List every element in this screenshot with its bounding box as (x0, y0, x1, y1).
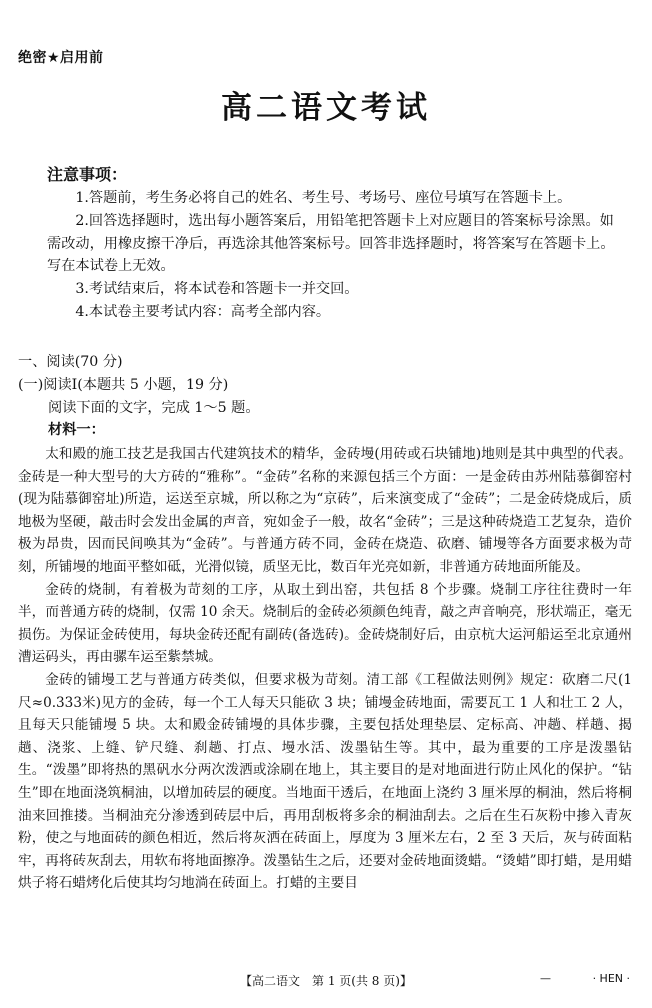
passage-paragraph: 金砖的烧制，有着极为苛刻的工序，从取土到出窑，共包括 8 个步骤。烧制工序往往费时一年半，而普通方砖的烧制，仅需 10 余天。烧制后的金砖必须颜色纯青，敲之声音响亮，形状端正，毫无损伤。为保证金砖使用，每块金砖还配有副砖(备选砖)。金砖烧制好后，由京杭大运河船运至北京通州漕运码头，再由骡车运至紫禁城。 (18, 581, 632, 666)
passage-paragraph: 金砖的铺墁工艺与普通方砖类似，但要求极为苛刻。清工部《工程做法则例》规定：砍磨二尺(1 尺≈0.333米)见方的金砖，每一个工人每天只能砍 3 块；铺墁金砖地面，需要瓦工 1 人和壮工 2 人，且每天只能铺墁 5 块。太和殿金砖铺墁的具体步骤，主要包括处理垫层、定标高、冲趟、样趟、揭趟、浇浆、上缝、铲尺缝、刹趟、打点、墁水活、泼墨钻生等。其中，最为重要的工序是泼墨钻生。“泼墨”即将热的黑矾水分两次泼洒或涂刷在地上，其主要目的是对地面进行防止风化的保护。“钻生”即在地面浇筑桐油，以增加砖层的硬度。当地面干透后，在地面上浇约 3 厘米厚的桐油，然后将桐油来回推搂。当桐油充分渗透到砖层中后，再用刮板将多余的桐油刮去。之后在生石灰粉中掺入青灰粉，使之与地面砖的颜色相近，然后将灰洒在砖面上，厚度为 3 厘米左右，2 至 3 天后，灰与砖面粘牢，再将砖灰刮去，用软布将地面擦净。泼墨钻生之后，还要对金砖地面烫蜡。“烫蜡”即打蜡，是用蜡烘子将石蜡烤化后使其均匀地淌在砖面上。打蜡的主要目 (18, 671, 632, 892)
subpart-title: (一)阅读Ⅰ(本题共 5 小题，19 分) (18, 376, 229, 393)
notice-list (47, 187, 615, 324)
page-title: 高二语文考试 (221, 90, 431, 126)
footer-code: · HEN · (592, 972, 630, 985)
notice-item: 3.考试结束后，将本试卷和答题卡一并交回。 (75, 281, 359, 298)
material-label: 材料一： (48, 422, 105, 439)
secret-mark: 绝密★启用前 (18, 50, 104, 66)
part-title: 一、阅读(70 分) (18, 354, 123, 370)
passage (18, 443, 632, 895)
footer-dash: — (540, 972, 551, 985)
notice-heading: 注意事项： (47, 165, 128, 184)
passage-paragraph: 太和殿的施工技艺是我国古代建筑技术的精华，金砖墁(用砖或石块铺地)地则是其中典型的代表。金砖是一种大型号的大方砖的“雅称”。“金砖”名称的来源包括三个方面：一是金砖由苏州陆慕御窑村(现为陆慕御窑址)所造，运送至京城，所以称之为“京砖”，后来演变成了“金砖”；二是金砖烧成后，质地极为坚硬，敲击时会发出金属的声音，宛如金子一般，故名“金砖”；三是这种砖烧造工艺复杂，造价极为昂贵，因而民间唤其为“金砖”。与普通方砖不同，金砖在烧造、砍磨、铺墁等各方面要求极为苛刻，所铺墁的地面平整如砥，光滑似镜，质坚无比，数百年光亮如新，非普通方砖地面所能及。 (18, 446, 632, 575)
notice-item: 1.答题前，考生务必将自己的姓名、考生号、考场号、座位号填写在答题卡上。 (75, 190, 572, 206)
reading-section (18, 351, 618, 442)
notice-item: 2.回答选择题时，选出每小题答案后，用铅笔把答题卡上对应题目的答案标号涂黑。如需改动，用橡皮擦干净后，再选涂其他答案标号。回答非选择题时，将答案写在答题卡上。写在本试卷上无效。 (47, 212, 615, 275)
page-footer: 【高二语文 第 1 页(共 8 页)】 (240, 974, 412, 988)
instruction: 阅读下面的文字，完成 1～5 题。 (48, 399, 260, 416)
notice-item: 4.本试卷主要考试内容：高考全部内容。 (75, 303, 331, 320)
